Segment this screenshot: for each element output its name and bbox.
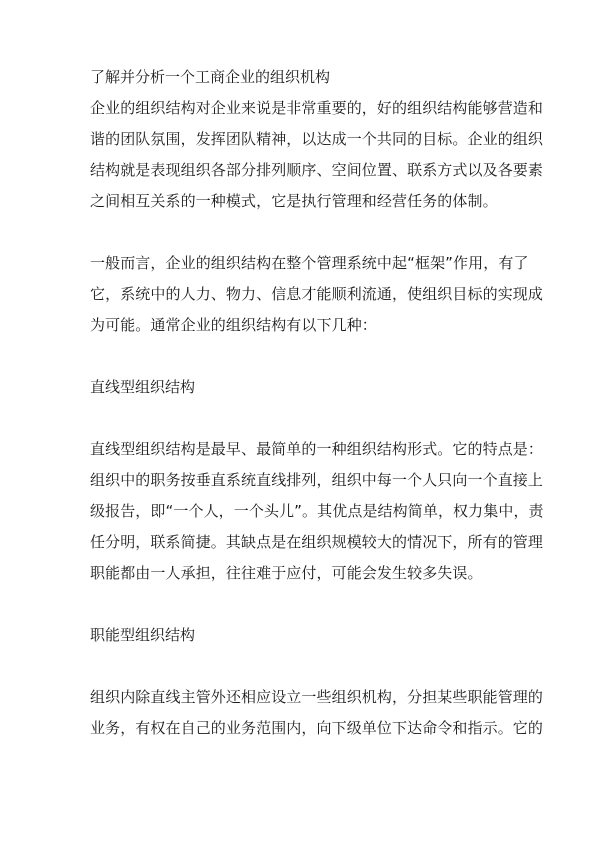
text-line: 组织内除直线主管外还相应设立一些组织机构，分担某些职能管理的 bbox=[90, 688, 544, 706]
paragraph-gap bbox=[90, 651, 518, 682]
section-heading-linear: 直线型组织结构 bbox=[90, 378, 196, 396]
paragraph-linear bbox=[90, 434, 544, 589]
paragraph-gap bbox=[90, 403, 518, 434]
text-line: 企业的组织结构对企业来说是非常重要的，好的组织结构能够营造和 bbox=[90, 99, 544, 117]
text-line: 级报告，即“一个人，一个头儿”。其优点是结构简单，权力集中，责 bbox=[90, 502, 544, 520]
text-line: 任分明，联系简捷。其缺点是在组织规模较大的情况下，所有的管理 bbox=[90, 533, 544, 551]
text-line: 之间相互关系的一种模式，它是执行管理和经营任务的体制。 bbox=[90, 192, 498, 210]
document-page bbox=[90, 62, 544, 744]
paragraph-gap bbox=[90, 589, 518, 620]
paragraph-functional bbox=[90, 682, 544, 744]
text-line: 业务，有权在自己的业务范围内，向下级单位下达命令和指示。它的 bbox=[90, 719, 544, 737]
text-line: 为可能。通常企业的组织结构有以下几种： bbox=[90, 316, 377, 334]
paragraph-gap bbox=[90, 217, 518, 248]
text-line: 组织中的职务按垂直系统直线排列，组织中每一个人只向一个直接上 bbox=[90, 471, 544, 489]
section-heading-functional: 职能型组织结构 bbox=[90, 626, 196, 644]
document-title: 了解并分析一个工商企业的组织机构 bbox=[90, 68, 331, 86]
text-line: 直线型组织结构是最早、最简单的一种组织结构形式。它的特点是： bbox=[90, 440, 544, 458]
paragraph-gap bbox=[90, 341, 518, 372]
paragraph-intro bbox=[90, 93, 544, 217]
text-line: 职能都由一人承担，往往难于应付，可能会发生较多失误。 bbox=[90, 564, 483, 582]
text-line: 结构就是表现组织各部分排列顺序、空间位置、联系方式以及各要素 bbox=[90, 161, 544, 179]
paragraph-framework bbox=[90, 248, 544, 341]
text-line: 它，系统中的人力、物力、信息才能顺利流通，使组织目标的实现成 bbox=[90, 285, 544, 303]
text-line: 谐的团队氛围，发挥团队精神，以达成一个共同的目标。企业的组织 bbox=[90, 130, 544, 148]
text-line: 一般而言，企业的组织结构在整个管理系统中起“框架”作用，有了 bbox=[90, 254, 529, 272]
